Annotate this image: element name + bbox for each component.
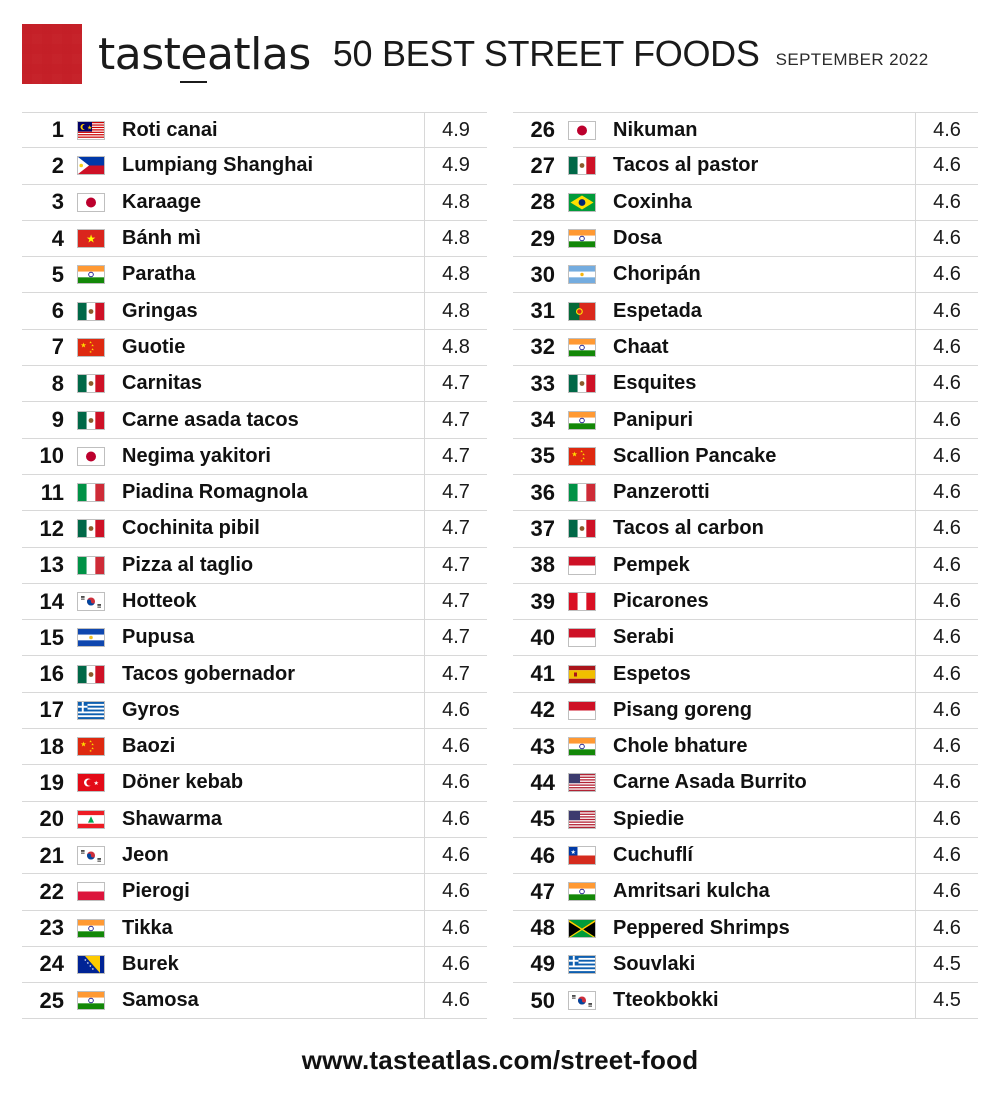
rank-number: 50	[530, 987, 555, 1013]
country-flag-icon	[74, 991, 108, 1010]
country-flag-icon	[565, 810, 599, 829]
dish-name: Serabi	[613, 626, 675, 649]
rank-number: 8	[51, 370, 64, 396]
country-flag-icon	[74, 919, 108, 938]
dish-rating: 4.5	[915, 983, 978, 1018]
rank-number: 17	[39, 697, 64, 723]
dish-rating: 4.6	[424, 911, 487, 946]
svg-text:★: ★	[80, 741, 87, 749]
table-row	[22, 838, 487, 874]
dish-rating: 4.6	[915, 475, 978, 510]
table-row	[513, 983, 978, 1019]
table-row	[513, 148, 978, 184]
brand-part-3: atlas	[206, 28, 311, 80]
dish-name: Tacos al carbon	[613, 517, 764, 540]
table-row	[513, 911, 978, 947]
dish-name: Bánh mì	[122, 227, 201, 250]
table-row	[513, 402, 978, 438]
table-row	[22, 620, 487, 656]
dish-name: Chaat	[613, 335, 669, 358]
dish-name: Panzerotti	[613, 481, 710, 504]
dish-name: Scallion Pancake	[613, 444, 777, 467]
page-date: SEPTEMBER 2022	[775, 50, 929, 69]
country-flag-icon	[74, 229, 108, 248]
rank-number: 44	[530, 769, 555, 795]
country-flag-icon	[565, 519, 599, 538]
table-row	[513, 620, 978, 656]
svg-text:★: ★	[91, 347, 95, 352]
dish-rating: 4.6	[915, 366, 978, 401]
svg-text:★: ★	[84, 957, 87, 962]
country-flag-icon	[74, 882, 108, 901]
dish-rating: 4.6	[915, 729, 978, 764]
table-row	[513, 802, 978, 838]
ranking-columns	[0, 90, 1000, 1019]
dish-rating: 4.7	[424, 584, 487, 619]
dish-rating: 4.8	[424, 330, 487, 365]
rank-number: 47	[530, 878, 555, 904]
dish-rating: 4.6	[424, 765, 487, 800]
country-flag-icon	[565, 955, 599, 974]
table-row	[22, 148, 487, 184]
dish-rating: 4.6	[424, 838, 487, 873]
rank-number: 27	[530, 152, 555, 178]
dish-name: Döner kebab	[122, 771, 244, 794]
country-flag-icon	[565, 737, 599, 756]
footer-url: www.tasteatlas.com/street-food	[301, 1045, 699, 1076]
dish-rating: 4.8	[424, 221, 487, 256]
dish-name: Peppered Shrimps	[613, 916, 790, 939]
dish-rating: 4.6	[915, 802, 978, 837]
dish-name: Tacos gobernador	[122, 662, 295, 685]
rank-number: 38	[530, 552, 555, 578]
dish-rating: 4.6	[915, 330, 978, 365]
dish-name: Pupusa	[122, 626, 195, 649]
dish-name: Baozi	[122, 735, 176, 758]
dish-rating: 4.8	[424, 293, 487, 328]
table-row	[513, 693, 978, 729]
rank-number: 18	[39, 733, 64, 759]
rank-number: 6	[51, 298, 64, 324]
country-flag-icon	[74, 810, 108, 829]
dish-name: Tikka	[122, 916, 173, 939]
dish-rating: 4.6	[915, 656, 978, 691]
dish-rating: 4.6	[424, 874, 487, 909]
dish-name: Carne Asada Burrito	[613, 771, 807, 794]
rank-number: 37	[530, 515, 555, 541]
dish-rating: 4.6	[915, 765, 978, 800]
svg-text:★: ★	[93, 781, 99, 788]
rank-number: 26	[530, 117, 555, 143]
svg-text:★: ★	[89, 749, 93, 754]
table-row	[513, 366, 978, 402]
rank-number: 33	[530, 370, 555, 396]
table-row	[22, 693, 487, 729]
table-row	[513, 330, 978, 366]
dish-rating: 4.6	[915, 838, 978, 873]
dish-name: Gyros	[122, 698, 180, 721]
dish-name: Guotie	[122, 335, 186, 358]
rank-number: 39	[530, 588, 555, 614]
country-flag-icon	[565, 374, 599, 393]
rank-number: 28	[530, 189, 555, 215]
country-flag-icon	[565, 846, 599, 865]
rank-number: 3	[51, 189, 64, 215]
dish-rating: 4.6	[424, 729, 487, 764]
rank-number: 24	[39, 951, 64, 977]
country-flag-icon	[565, 665, 599, 684]
svg-text:★: ★	[582, 456, 586, 461]
table-row	[513, 548, 978, 584]
page-header	[0, 0, 1000, 90]
country-flag-icon	[565, 411, 599, 430]
country-flag-icon	[565, 483, 599, 502]
dish-name: Tteokbokki	[613, 989, 719, 1012]
rank-number: 14	[39, 588, 64, 614]
dish-name: Tacos al pastor	[613, 154, 759, 177]
rank-number: 48	[530, 915, 555, 941]
svg-text:★: ★	[582, 452, 586, 457]
rank-number: 40	[530, 624, 555, 650]
country-flag-icon	[565, 628, 599, 647]
table-row	[513, 511, 978, 547]
svg-text:★: ★	[570, 850, 576, 857]
table-row	[513, 874, 978, 910]
dish-name: Pisang goreng	[613, 698, 752, 721]
dish-name: Choripán	[613, 263, 701, 286]
dish-rating: 4.6	[915, 620, 978, 655]
country-flag-icon	[74, 121, 108, 140]
dish-rating: 4.6	[915, 511, 978, 546]
dish-rating: 4.6	[915, 439, 978, 474]
rank-number: 23	[39, 915, 64, 941]
svg-text:★: ★	[91, 746, 95, 751]
dish-rating: 4.6	[915, 293, 978, 328]
rank-number: 7	[51, 334, 64, 360]
dish-name: Spiedie	[613, 807, 685, 830]
svg-text:★: ★	[86, 960, 90, 965]
dish-rating: 4.9	[424, 113, 487, 147]
table-row	[22, 548, 487, 584]
dish-name: Burek	[122, 952, 179, 975]
dish-name: Espetos	[613, 662, 691, 685]
dish-name: Carnitas	[122, 372, 203, 395]
dish-name: Picarones	[613, 590, 709, 612]
country-flag-icon	[74, 955, 108, 974]
country-flag-icon	[74, 447, 108, 466]
dish-rating: 4.6	[424, 983, 487, 1018]
dish-name: Pierogi	[122, 880, 190, 903]
table-row	[22, 765, 487, 801]
rank-number: 9	[51, 407, 64, 433]
country-flag-icon	[74, 483, 108, 502]
table-row	[22, 911, 487, 947]
rank-number: 25	[39, 987, 64, 1013]
country-flag-icon	[565, 447, 599, 466]
table-row	[513, 656, 978, 692]
rank-number: 49	[530, 951, 555, 977]
table-row	[513, 584, 978, 620]
dish-name: Panipuri	[613, 408, 694, 431]
dish-name: Paratha	[122, 263, 196, 286]
country-flag-icon	[565, 773, 599, 792]
country-flag-icon	[565, 229, 599, 248]
svg-text:★: ★	[571, 451, 578, 459]
checkered-tablecloth-icon	[22, 24, 82, 84]
country-flag-icon	[74, 773, 108, 792]
rank-number: 36	[530, 479, 555, 505]
rank-number: 16	[39, 661, 64, 687]
dish-rating: 4.6	[915, 148, 978, 183]
dish-rating: 4.8	[424, 185, 487, 220]
table-row	[22, 293, 487, 329]
brand-logo-text	[98, 29, 311, 80]
table-row	[22, 402, 487, 438]
table-row	[513, 185, 978, 221]
brand-part-2: e	[180, 29, 207, 83]
table-row	[22, 656, 487, 692]
dish-rating: 4.7	[424, 620, 487, 655]
dish-rating: 4.6	[915, 911, 978, 946]
table-row	[513, 947, 978, 983]
rank-number: 30	[530, 261, 555, 287]
dish-name: Souvlaki	[613, 952, 696, 975]
dish-name: Esquites	[613, 372, 697, 395]
country-flag-icon	[565, 302, 599, 321]
svg-text:★: ★	[91, 966, 95, 971]
table-row	[22, 802, 487, 838]
dish-rating: 4.6	[915, 402, 978, 437]
country-flag-icon	[565, 556, 599, 575]
svg-text:★: ★	[87, 125, 93, 132]
country-flag-icon	[74, 156, 108, 175]
table-row	[22, 221, 487, 257]
svg-text:★: ★	[91, 343, 95, 348]
rank-number: 11	[40, 479, 64, 505]
country-flag-icon	[74, 556, 108, 575]
rank-number: 15	[39, 624, 64, 650]
dish-name: Coxinha	[613, 190, 692, 213]
rank-number: 43	[530, 733, 555, 759]
country-flag-icon	[74, 265, 108, 284]
dish-name: Negima yakitori	[122, 444, 271, 467]
rank-number: 22	[39, 878, 64, 904]
table-row	[22, 257, 487, 293]
ranking-column-right	[513, 112, 978, 1019]
dish-rating: 4.7	[424, 511, 487, 546]
dish-name: Piadina Romagnola	[122, 481, 308, 504]
country-flag-icon	[565, 592, 599, 611]
dish-rating: 4.9	[424, 148, 487, 183]
table-row	[22, 439, 487, 475]
country-flag-icon	[74, 519, 108, 538]
dish-rating: 4.6	[424, 693, 487, 728]
country-flag-icon	[74, 592, 108, 611]
table-row	[513, 838, 978, 874]
country-flag-icon	[565, 156, 599, 175]
table-row	[22, 185, 487, 221]
table-row	[22, 475, 487, 511]
dish-name: Pizza al taglio	[122, 553, 254, 576]
table-row	[22, 584, 487, 620]
country-flag-icon	[74, 374, 108, 393]
svg-text:★: ★	[89, 739, 93, 744]
dish-name: Gringas	[122, 299, 198, 322]
rank-number: 10	[39, 443, 64, 469]
table-row	[513, 765, 978, 801]
country-flag-icon	[565, 991, 599, 1010]
dish-rating: 4.7	[424, 548, 487, 583]
dish-rating: 4.6	[915, 584, 978, 619]
country-flag-icon	[565, 882, 599, 901]
country-flag-icon	[565, 701, 599, 720]
table-row	[22, 112, 487, 148]
svg-text:★: ★	[91, 742, 95, 747]
dish-rating: 4.5	[915, 947, 978, 982]
table-row	[513, 475, 978, 511]
rank-number: 20	[39, 806, 64, 832]
brand-part-1: tast	[98, 28, 181, 80]
svg-text:★: ★	[89, 340, 93, 345]
rank-number: 42	[530, 697, 555, 723]
country-flag-icon	[565, 121, 599, 140]
dish-name: Chole bhature	[613, 735, 748, 758]
dish-name: Hotteok	[122, 590, 197, 612]
dish-rating: 4.7	[424, 475, 487, 510]
svg-text:★: ★	[580, 458, 584, 463]
dish-rating: 4.6	[915, 874, 978, 909]
dish-name: Samosa	[122, 989, 199, 1012]
rank-number: 13	[39, 552, 64, 578]
rank-number: 29	[530, 225, 555, 251]
country-flag-icon	[74, 193, 108, 212]
dish-name: Shawarma	[122, 807, 223, 830]
country-flag-icon	[565, 193, 599, 212]
country-flag-icon	[74, 737, 108, 756]
dish-rating: 4.6	[915, 548, 978, 583]
svg-text:★: ★	[89, 349, 93, 354]
dish-name: Lumpiang Shanghai	[122, 154, 314, 177]
table-row	[513, 729, 978, 765]
table-row	[513, 439, 978, 475]
dish-rating: 4.6	[915, 113, 978, 147]
dish-rating: 4.7	[424, 402, 487, 437]
dish-rating: 4.6	[915, 257, 978, 292]
dish-name: Carne asada tacos	[122, 408, 299, 431]
country-flag-icon	[565, 338, 599, 357]
rank-number: 31	[530, 298, 555, 324]
table-row	[22, 983, 487, 1019]
rank-number: 2	[51, 152, 64, 178]
rank-number: 46	[530, 842, 555, 868]
dish-name: Espetada	[613, 299, 702, 322]
dish-name: Roti canai	[122, 118, 218, 141]
table-row	[513, 112, 978, 148]
country-flag-icon	[74, 846, 108, 865]
dish-rating: 4.6	[915, 221, 978, 256]
country-flag-icon	[565, 919, 599, 938]
dish-name: Jeon	[122, 844, 169, 867]
rank-number: 1	[51, 117, 64, 143]
svg-text:★: ★	[89, 963, 92, 968]
dish-rating: 4.7	[424, 656, 487, 691]
dish-rating: 4.6	[915, 185, 978, 220]
svg-text:★: ★	[580, 449, 584, 454]
table-row	[513, 221, 978, 257]
table-row	[22, 330, 487, 366]
rank-number: 35	[530, 443, 555, 469]
table-row	[22, 366, 487, 402]
country-flag-icon	[74, 338, 108, 357]
dish-name: Nikuman	[613, 118, 698, 141]
page-title: 50 BEST STREET FOODS	[332, 33, 760, 74]
rank-number: 34	[530, 407, 555, 433]
dish-rating: 4.7	[424, 439, 487, 474]
rank-number: 45	[530, 806, 555, 832]
rank-number: 12	[39, 515, 64, 541]
table-row	[22, 947, 487, 983]
dish-rating: 4.6	[915, 693, 978, 728]
dish-name: Karaage	[122, 190, 201, 213]
country-flag-icon	[74, 628, 108, 647]
dish-name: Dosa	[613, 227, 662, 250]
dish-rating: 4.6	[424, 947, 487, 982]
dish-rating: 4.7	[424, 366, 487, 401]
ranking-column-left	[22, 112, 487, 1019]
dish-name: Pempek	[613, 553, 690, 576]
dish-name: Cuchuflí	[613, 844, 693, 867]
country-flag-icon	[565, 265, 599, 284]
dish-rating: 4.8	[424, 257, 487, 292]
rank-number: 32	[530, 334, 555, 360]
dish-name: Amritsari kulcha	[613, 880, 770, 903]
dish-rating: 4.6	[424, 802, 487, 837]
table-row	[513, 257, 978, 293]
rank-number: 5	[51, 261, 64, 287]
table-row	[22, 511, 487, 547]
table-row	[22, 874, 487, 910]
country-flag-icon	[74, 411, 108, 430]
rank-number: 4	[51, 225, 64, 251]
svg-text:★: ★	[80, 342, 87, 350]
svg-text:★: ★	[86, 233, 96, 246]
country-flag-icon	[74, 665, 108, 684]
table-row	[22, 729, 487, 765]
country-flag-icon	[74, 302, 108, 321]
rank-number: 19	[39, 769, 64, 795]
dish-name: Cochinita pibil	[122, 517, 260, 540]
rank-number: 41	[530, 661, 555, 687]
table-row	[513, 293, 978, 329]
rank-number: 21	[39, 842, 64, 868]
country-flag-icon	[74, 701, 108, 720]
